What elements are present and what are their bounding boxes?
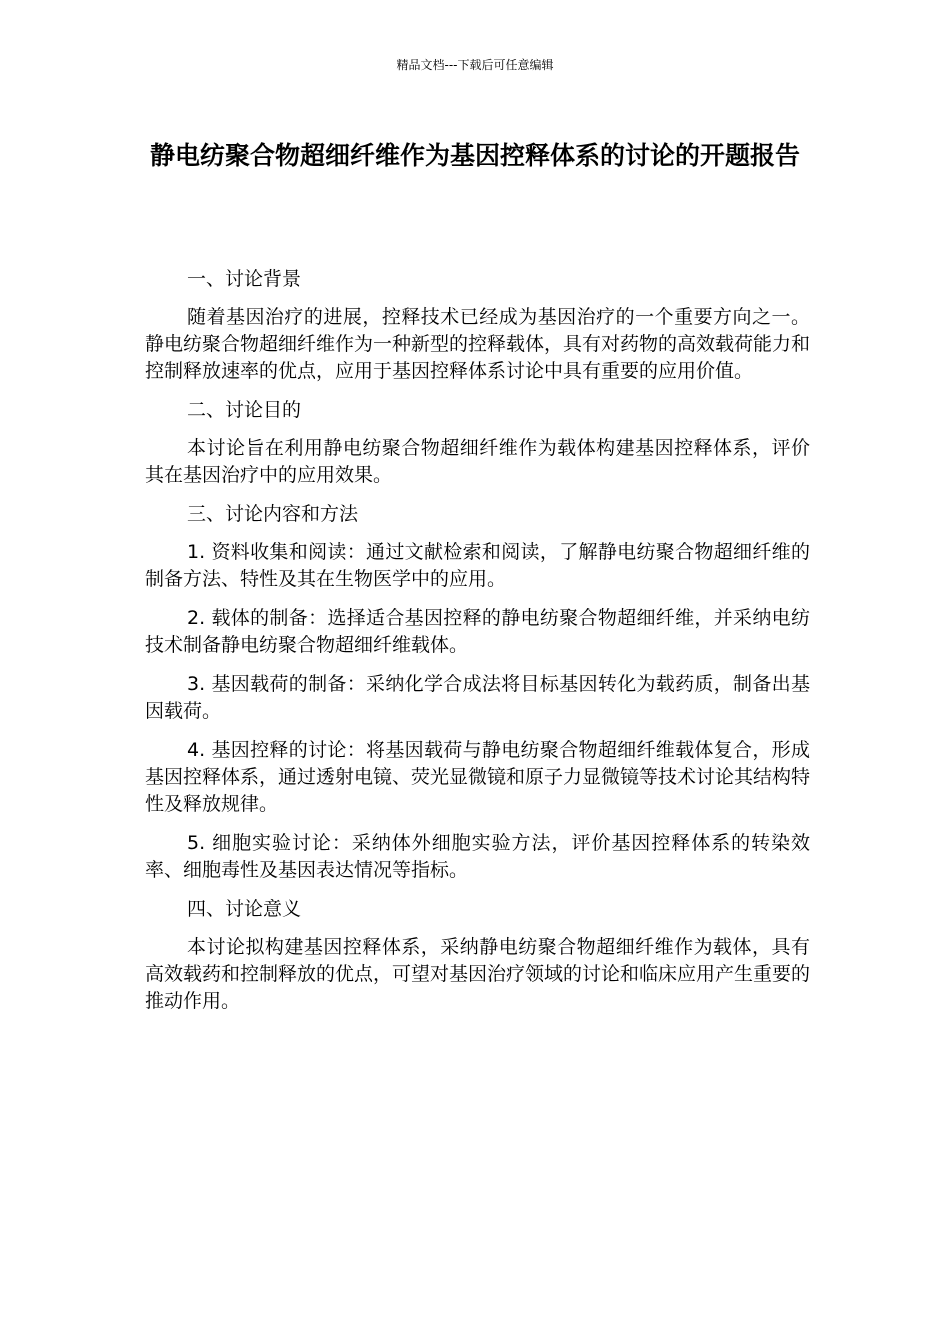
section-heading-background: 一、讨论背景 (187, 268, 302, 290)
document-title: 静电纺聚合物超细纤维作为基因控释体系的讨论的开题报告 (149, 141, 800, 170)
list-item: 4. 基因控释的讨论：将基因载荷与静电纺聚合物超细纤维载体复合，形成基因控释体系，通过透射电镜、荧光显微镜和原子力显微镜等技术讨论其结构特性及释放规律。 (145, 739, 811, 815)
list-item: 2. 载体的制备：选择适合基因控释的静电纺聚合物超细纤维，并采纳电纺技术制备静电纺聚合物超细纤维载体。 (145, 607, 810, 656)
paragraph: 本讨论旨在利用静电纺聚合物超细纤维作为载体构建基因控释体系，评价其在基因治疗中的应用效果。 (145, 437, 810, 486)
running-header: 精品文档---下载后可任意编辑 (396, 58, 554, 72)
paragraph: 随着基因治疗的进展，控释技术已经成为基因治疗的一个重要方向之一。静电纺聚合物超细纤维作为一种新型的控释载体，具有对药物的高效载荷能力和控制释放速率的优点，应用于基因控释体系讨论中具有重要的应用价值。 (145, 306, 811, 382)
document-body (145, 266, 810, 1027)
section-heading-content-methods: 三、讨论内容和方法 (187, 503, 359, 525)
list-item: 5. 细胞实验讨论：采纳体外细胞实验方法，评价基因控释体系的转染效率、细胞毒性及基因表达情况等指标。 (145, 832, 810, 881)
section-heading-purpose: 二、讨论目的 (187, 399, 302, 421)
paragraph: 本讨论拟构建基因控释体系，采纳静电纺聚合物超细纤维作为载体，具有高效载药和控制释放的优点，可望对基因治疗领域的讨论和临床应用产生重要的推动作用。 (145, 936, 811, 1012)
list-item: 3. 基因载荷的制备：采纳化学合成法将目标基因转化为载药质，制备出基因载荷。 (145, 673, 810, 722)
section-heading-significance: 四、讨论意义 (187, 898, 302, 920)
list-item: 1. 资料收集和阅读：通过文献检索和阅读，了解静电纺聚合物超细纤维的制备方法、特性及其在生物医学中的应用。 (145, 541, 810, 590)
